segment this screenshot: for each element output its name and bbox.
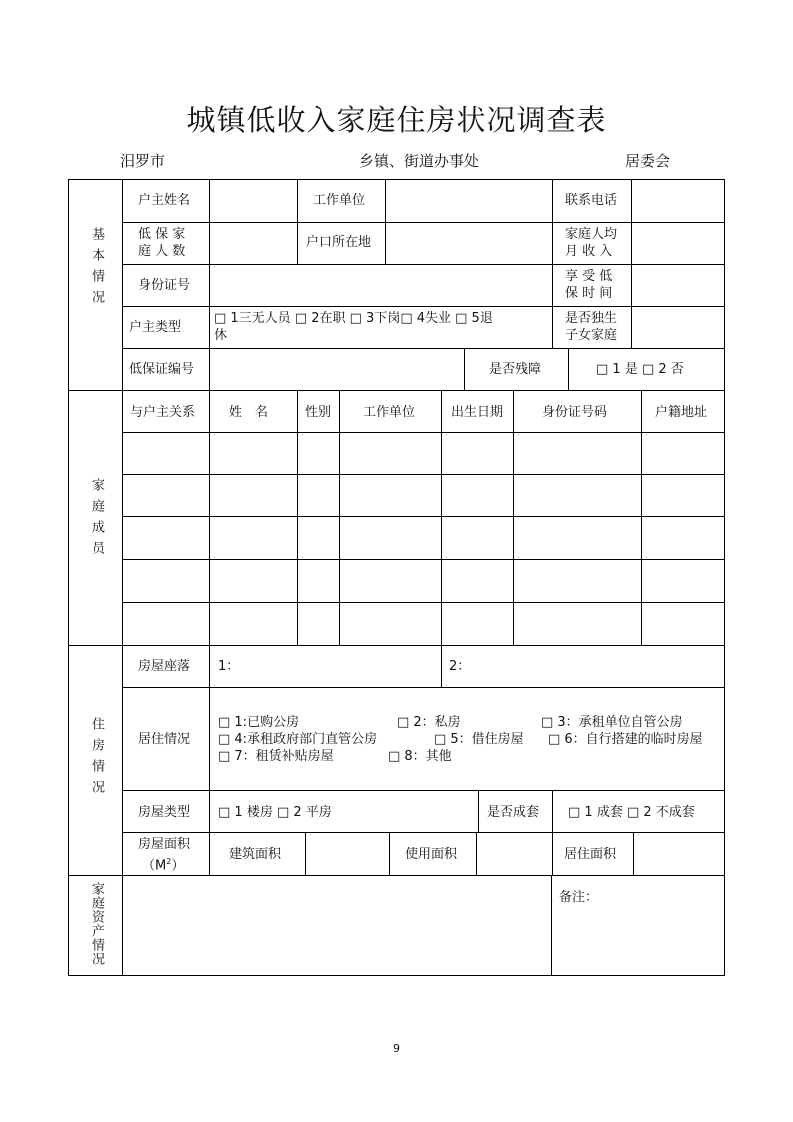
row-line <box>122 264 725 265</box>
committee-label: 居委会 <box>625 152 671 170</box>
living-opt-1[interactable]: □ 1:已购公房 <box>218 715 300 730</box>
living-label: 居住情况 <box>138 732 191 747</box>
section-divider <box>122 179 123 976</box>
head-type-label: 户主类型 <box>129 320 182 335</box>
col-line <box>513 390 514 645</box>
avg-income-label-2: 月 收 入 <box>565 244 613 259</box>
section-basic-label: 基本情况 <box>89 227 104 311</box>
house-type-label: 房屋类型 <box>138 805 191 820</box>
col-line <box>631 179 632 348</box>
col-line <box>297 179 298 264</box>
family-count-label-1: 低 保 家 <box>138 227 186 242</box>
location-label: 房屋座落 <box>138 659 191 674</box>
area-unit-close: ） <box>171 858 185 874</box>
living-opt-8[interactable]: □ 8：其他 <box>388 749 452 764</box>
row-line <box>122 306 725 307</box>
suite-options[interactable]: □ 1 成套 □ 2 不成套 <box>568 805 695 820</box>
col-line <box>552 179 553 348</box>
col-line <box>476 832 477 875</box>
living-opt-4[interactable]: □ 4:承租政府部门直管公房 <box>218 732 378 747</box>
house-type-options[interactable]: □ 1 楼房 □ 2 平房 <box>218 805 332 820</box>
members-header-id: 身份证号码 <box>542 405 608 420</box>
cert-no-label: 低保证编号 <box>129 362 195 377</box>
phone-label: 联系电话 <box>565 193 618 208</box>
remark-label: 备注： <box>559 890 599 905</box>
disabled-label: 是否残障 <box>489 362 542 377</box>
col-line <box>478 790 479 832</box>
row-line <box>122 432 725 433</box>
id-number-label: 身份证号 <box>138 278 191 293</box>
col-line <box>464 348 465 390</box>
col-line <box>305 832 306 875</box>
col-line <box>551 875 552 976</box>
head-type-options[interactable]: □ 1三无人员 □ 2在职 □ 3下岗□ 4失业 □ 5退 <box>214 311 493 326</box>
only-child-label-1: 是否独生 <box>565 311 618 326</box>
col-line <box>339 390 340 645</box>
col-line <box>552 790 553 832</box>
members-header-address: 户籍地址 <box>655 405 708 420</box>
members-header-birth: 出生日期 <box>451 405 504 420</box>
col-line <box>209 390 210 645</box>
hukou-label: 户口所在地 <box>306 235 372 250</box>
col-line <box>441 390 442 645</box>
row-line <box>122 687 725 688</box>
living-opt-3[interactable]: □ 3：承租单位自管公房 <box>541 715 683 730</box>
col-line <box>568 348 569 390</box>
section-line <box>68 875 725 876</box>
col-line <box>389 832 390 875</box>
living-opt-6[interactable]: □ 6：自行搭建的临时房屋 <box>548 732 703 747</box>
page-number: 9 <box>393 1042 400 1055</box>
head-name-label: 户主姓名 <box>138 193 191 208</box>
work-unit-label: 工作单位 <box>313 193 366 208</box>
family-count-label-2: 庭 人 数 <box>138 244 186 259</box>
use-area-label: 使用面积 <box>405 847 458 862</box>
only-child-label-2: 子女家庭 <box>565 328 618 343</box>
members-header-relation: 与户主关系 <box>130 405 196 420</box>
live-area-label: 居住面积 <box>564 847 617 862</box>
row-line <box>122 790 725 791</box>
col-line <box>297 390 298 645</box>
living-opt-2[interactable]: □ 2：私房 <box>397 715 461 730</box>
avg-income-label-1: 家庭人均 <box>565 227 618 242</box>
row-line <box>122 559 725 560</box>
members-header-work: 工作单位 <box>363 405 416 420</box>
members-header-name: 姓 名 <box>229 405 269 420</box>
suite-label: 是否成套 <box>487 805 540 820</box>
row-line <box>122 474 725 475</box>
location-1: 1： <box>218 659 240 674</box>
area-unit <box>142 853 184 874</box>
section-housing-label: 住房情况 <box>89 717 104 801</box>
city-label: 汨罗市 <box>120 152 166 170</box>
col-line <box>209 264 210 306</box>
living-opt-5[interactable]: □ 5：借住房屋 <box>434 732 524 747</box>
section-line <box>68 645 725 646</box>
members-header-gender: 性别 <box>305 405 332 420</box>
col-line <box>552 832 553 875</box>
area-unit-m: （M <box>142 858 167 874</box>
row-line <box>122 348 725 349</box>
row-line <box>122 516 725 517</box>
col-line <box>209 645 210 875</box>
row-line <box>122 222 725 223</box>
section-assets-label: 家庭资产情况 <box>89 882 104 966</box>
survey-form <box>68 179 725 976</box>
row-line <box>122 832 725 833</box>
enjoy-label-1: 享 受 低 <box>565 269 613 284</box>
town-label: 乡镇、街道办事处 <box>359 152 480 170</box>
build-area-label: 建筑面积 <box>229 847 282 862</box>
section-members-label: 家庭成员 <box>89 478 104 562</box>
living-opt-7[interactable]: □ 7：租赁补贴房屋 <box>218 749 334 764</box>
section-line <box>68 390 725 391</box>
head-type-options-cont: 休 <box>214 328 228 343</box>
col-line <box>209 179 210 264</box>
enjoy-label-2: 保 时 间 <box>565 286 613 301</box>
disabled-options[interactable]: □ 1 是 □ 2 否 <box>596 362 684 377</box>
location-2: 2： <box>449 659 471 674</box>
col-line <box>209 306 210 390</box>
col-line <box>633 832 634 875</box>
area-label: 房屋面积 <box>138 837 191 852</box>
row-line <box>122 602 725 603</box>
col-line <box>641 390 642 645</box>
page-title: 城镇低收入家庭住房状况调查表 <box>186 103 607 137</box>
col-line <box>385 179 386 264</box>
area-unit-sup: 2 <box>166 857 172 866</box>
col-line <box>441 645 442 687</box>
